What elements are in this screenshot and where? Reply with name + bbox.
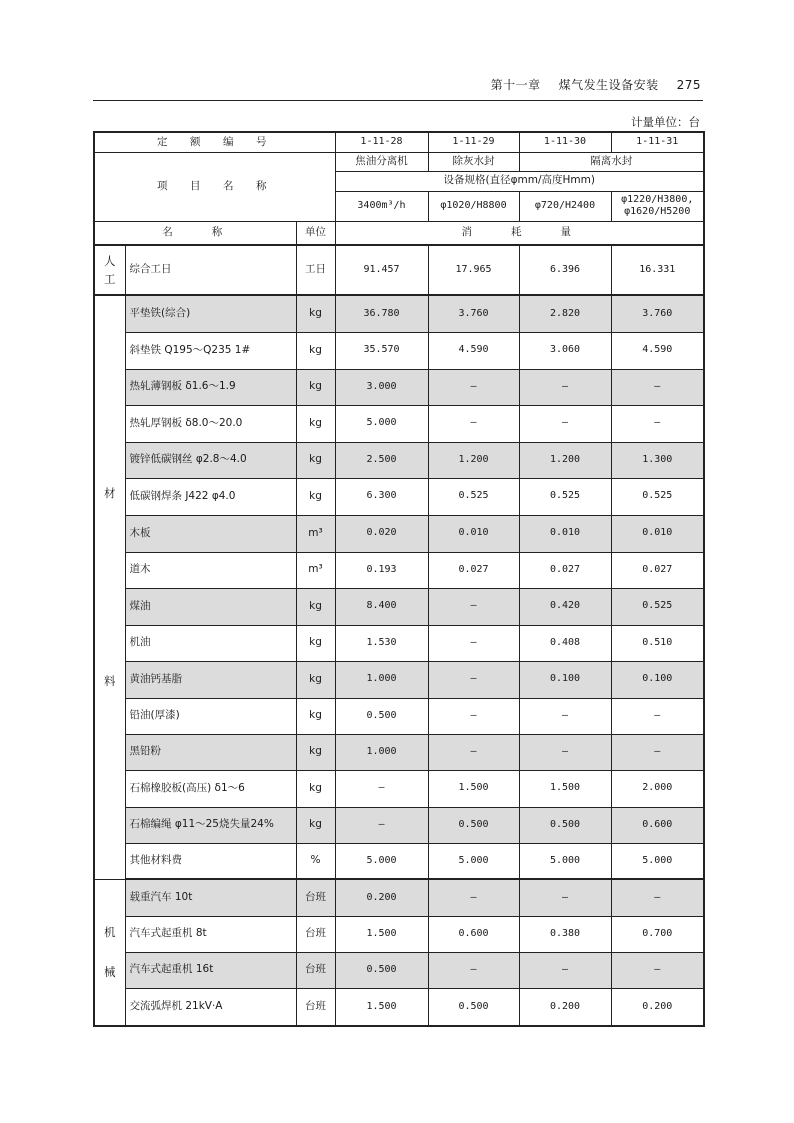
consumption-value: 0.200	[519, 988, 611, 1026]
column-header-row	[94, 221, 704, 245]
item-name: 黑铅粉	[125, 734, 296, 770]
item-unit: kg	[296, 369, 335, 405]
spec-line: φ1620/H5200	[624, 206, 691, 217]
item-name: 机油	[125, 625, 296, 661]
item-unit: kg	[296, 442, 335, 478]
consumption-value: 36.780	[335, 295, 428, 332]
item-name: 低碳钢焊条 J422 φ4.0	[125, 478, 296, 515]
consumption-value: —	[519, 405, 611, 442]
material-row	[94, 478, 704, 515]
material-row	[94, 661, 704, 698]
consumption-value: 0.510	[611, 625, 704, 661]
consumption-value: —	[428, 405, 519, 442]
consumption-value: 3.760	[611, 295, 704, 332]
item-unit: kg	[296, 698, 335, 734]
consumption-value: 4.590	[611, 332, 704, 369]
chapter-number: 第十一章	[490, 78, 541, 92]
consumption-value: 35.570	[335, 332, 428, 369]
consumption-value: 1.500	[335, 916, 428, 952]
item-unit: 工日	[296, 245, 335, 295]
consumption-value: 3.760	[428, 295, 519, 332]
material-row	[94, 734, 704, 770]
consumption-value: 0.525	[428, 478, 519, 515]
consumption-value: 1.500	[519, 770, 611, 807]
consumption-value: 0.600	[611, 807, 704, 843]
spec-cell: φ720/H2400	[519, 191, 611, 221]
item-name: 斜垫铁 Q195～Q235 1#	[125, 332, 296, 369]
consumption-value: —	[519, 734, 611, 770]
consumption-value: 0.500	[335, 698, 428, 734]
consumption-value: —	[519, 952, 611, 988]
consumption-value: —	[428, 588, 519, 625]
consumption-value: —	[428, 879, 519, 916]
unit-column-header: 单位	[296, 221, 335, 245]
consumption-value: 1.200	[428, 442, 519, 478]
consumption-value: 6.396	[519, 245, 611, 295]
consumption-value: 5.000	[335, 405, 428, 442]
consumption-value: 1.530	[335, 625, 428, 661]
item-name: 热轧厚钢板 δ8.0～20.0	[125, 405, 296, 442]
item-name: 平垫铁(综合)	[125, 295, 296, 332]
consumption-value: —	[428, 369, 519, 405]
item-name: 汽车式起重机 8t	[125, 916, 296, 952]
item-unit: %	[296, 843, 335, 879]
item-unit: 台班	[296, 952, 335, 988]
material-category-cell	[94, 295, 125, 879]
spec-cell	[611, 191, 704, 221]
name-column-header: 名 称	[94, 221, 296, 245]
consumption-value: —	[611, 952, 704, 988]
consumption-value: —	[428, 698, 519, 734]
consumption-value: 8.400	[335, 588, 428, 625]
equipment-row	[94, 152, 704, 171]
consumption-value: 0.010	[519, 515, 611, 552]
consumption-value: 0.010	[428, 515, 519, 552]
equipment-name: 焦油分离机	[335, 152, 428, 171]
consumption-value: 0.020	[335, 515, 428, 552]
consumption-value: 16.331	[611, 245, 704, 295]
item-name: 黄油钙基脂	[125, 661, 296, 698]
consumption-value: —	[519, 698, 611, 734]
consumption-value: 1.500	[428, 770, 519, 807]
consumption-column-header: 消 耗 量	[335, 221, 704, 245]
consumption-value: 0.380	[519, 916, 611, 952]
consumption-value: 0.200	[611, 988, 704, 1026]
consumption-value: —	[335, 807, 428, 843]
consumption-value: 0.500	[428, 807, 519, 843]
consumption-value: 0.500	[428, 988, 519, 1026]
consumption-value: —	[428, 952, 519, 988]
consumption-value: 6.300	[335, 478, 428, 515]
consumption-value: 5.000	[519, 843, 611, 879]
consumption-value: 2.500	[335, 442, 428, 478]
consumption-value: 0.700	[611, 916, 704, 952]
spec-cell: 3400m³/h	[335, 191, 428, 221]
unit-note: 计量单位：台	[631, 115, 700, 129]
consumption-value: 17.965	[428, 245, 519, 295]
item-name: 综合工日	[125, 245, 296, 295]
consumption-value: 1.000	[335, 734, 428, 770]
consumption-value: 2.000	[611, 770, 704, 807]
item-name: 木板	[125, 515, 296, 552]
consumption-value: 0.525	[611, 588, 704, 625]
item-unit: m³	[296, 515, 335, 552]
item-unit: kg	[296, 661, 335, 698]
consumption-value: 2.820	[519, 295, 611, 332]
consumption-value: 91.457	[335, 245, 428, 295]
consumption-value: 3.000	[335, 369, 428, 405]
chapter-title: 煤气发生设备安装	[558, 78, 659, 92]
consumption-value: —	[611, 734, 704, 770]
consumption-value: —	[611, 369, 704, 405]
page-number: 275	[676, 78, 701, 92]
equipment-name: 隔离水封	[519, 152, 704, 171]
spec-cell: φ1020/H8800	[428, 191, 519, 221]
item-unit: kg	[296, 588, 335, 625]
material-row	[94, 588, 704, 625]
spec-label: 设备规格(直径φmm/高度Hmm)	[335, 171, 704, 191]
item-unit: kg	[296, 295, 335, 332]
consumption-value: 0.100	[611, 661, 704, 698]
consumption-value: 0.500	[335, 952, 428, 988]
item-name: 其他材料费	[125, 843, 296, 879]
category-char: 工	[104, 272, 116, 286]
item-name: 热轧薄钢板 δ1.6～1.9	[125, 369, 296, 405]
category-char: 料	[104, 674, 116, 689]
header-rule	[93, 100, 703, 101]
material-row	[94, 515, 704, 552]
page-header	[93, 76, 703, 96]
consumption-value: 0.193	[335, 552, 428, 588]
consumption-value: 1.500	[335, 988, 428, 1026]
item-unit: kg	[296, 625, 335, 661]
consumption-value: —	[335, 770, 428, 807]
item-unit: kg	[296, 807, 335, 843]
item-unit: kg	[296, 734, 335, 770]
consumption-value: 0.500	[519, 807, 611, 843]
category-char: 械	[104, 965, 116, 980]
material-row	[94, 552, 704, 588]
machine-row	[94, 879, 704, 916]
consumption-value: 0.525	[519, 478, 611, 515]
item-name: 道木	[125, 552, 296, 588]
consumption-value: 0.027	[611, 552, 704, 588]
category-char: 机	[104, 924, 116, 939]
machine-row	[94, 916, 704, 952]
material-row	[94, 698, 704, 734]
consumption-value: 5.000	[335, 843, 428, 879]
equipment-name: 除灰水封	[428, 152, 519, 171]
material-row	[94, 625, 704, 661]
item-unit: m³	[296, 552, 335, 588]
item-unit: 台班	[296, 879, 335, 916]
consumption-value: 0.200	[335, 879, 428, 916]
material-row	[94, 807, 704, 843]
quota-label: 定 额 编 号	[94, 132, 335, 152]
consumption-value: 0.010	[611, 515, 704, 552]
machine-row	[94, 952, 704, 988]
consumption-value: 3.060	[519, 332, 611, 369]
consumption-value: 0.408	[519, 625, 611, 661]
consumption-value: —	[519, 879, 611, 916]
consumption-value: 5.000	[611, 843, 704, 879]
category-char: 人	[104, 253, 116, 268]
quota-code-row	[94, 132, 704, 152]
material-row	[94, 332, 704, 369]
consumption-value: 0.525	[611, 478, 704, 515]
consumption-value: —	[611, 405, 704, 442]
consumption-value: 0.027	[519, 552, 611, 588]
header-text	[473, 76, 701, 93]
consumption-value: 1.000	[335, 661, 428, 698]
item-label: 项 目 名 称	[94, 152, 335, 221]
material-row	[94, 843, 704, 879]
consumption-value: 0.420	[519, 588, 611, 625]
item-name: 铅油(厚漆)	[125, 698, 296, 734]
code-cell: 1-11-28	[335, 132, 428, 152]
material-row	[94, 442, 704, 478]
item-unit: kg	[296, 405, 335, 442]
code-cell: 1-11-31	[611, 132, 704, 152]
consumption-value: 0.100	[519, 661, 611, 698]
consumption-value: 1.200	[519, 442, 611, 478]
item-name: 载重汽车 10t	[125, 879, 296, 916]
material-row	[94, 295, 704, 332]
item-unit: 台班	[296, 916, 335, 952]
quota-table	[93, 131, 705, 1027]
consumption-value: 4.590	[428, 332, 519, 369]
material-row	[94, 405, 704, 442]
item-name: 汽车式起重机 16t	[125, 952, 296, 988]
consumption-value: 5.000	[428, 843, 519, 879]
consumption-value: —	[428, 661, 519, 698]
code-cell: 1-11-29	[428, 132, 519, 152]
material-row	[94, 770, 704, 807]
item-unit: kg	[296, 478, 335, 515]
item-name: 交流弧焊机 21kV·A	[125, 988, 296, 1026]
category-char: 材	[104, 485, 116, 500]
consumption-value: —	[611, 698, 704, 734]
item-name: 石棉橡胶板(高压) δ1～6	[125, 770, 296, 807]
item-unit: kg	[296, 770, 335, 807]
material-row	[94, 369, 704, 405]
labor-category-cell	[94, 245, 125, 295]
consumption-value: 1.300	[611, 442, 704, 478]
machine-row	[94, 988, 704, 1026]
item-unit: kg	[296, 332, 335, 369]
consumption-value: —	[428, 734, 519, 770]
consumption-value: —	[611, 879, 704, 916]
item-name: 石棉编绳 φ11～25烧失量24%	[125, 807, 296, 843]
spec-line: φ1220/H3800,	[621, 194, 694, 205]
item-name: 镀锌低碳钢丝 φ2.8～4.0	[125, 442, 296, 478]
consumption-value: 0.027	[428, 552, 519, 588]
consumption-value: 0.600	[428, 916, 519, 952]
machine-category-cell	[94, 879, 125, 1026]
labor-row	[94, 245, 704, 295]
item-unit: 台班	[296, 988, 335, 1026]
consumption-value: —	[519, 369, 611, 405]
code-cell: 1-11-30	[519, 132, 611, 152]
consumption-value: —	[428, 625, 519, 661]
item-name: 煤油	[125, 588, 296, 625]
